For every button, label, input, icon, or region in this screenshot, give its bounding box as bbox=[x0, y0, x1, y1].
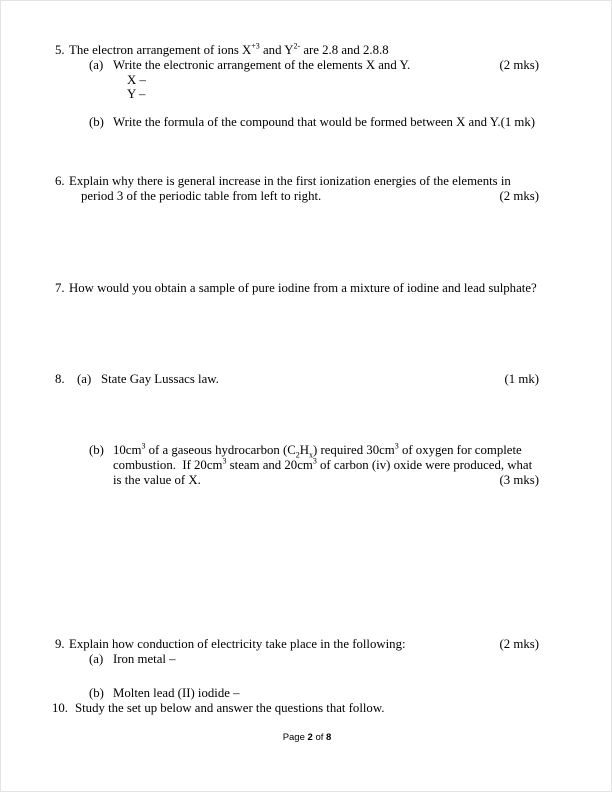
question-5a-label: (a) bbox=[89, 58, 104, 72]
question-5a-y-blank: Y – bbox=[127, 87, 146, 101]
footer-page-total: 8 bbox=[326, 732, 332, 743]
question-8b-text-line1: $10cm^3$ of a gaseous hydrocarbon $(C_2H_x)$ required $30cm^3$ of oxygen for complete bbox=[113, 441, 522, 460]
question-5a-text: Write the electronic arrangement of the elements X and Y. bbox=[113, 58, 411, 72]
question-8-number: 8. bbox=[55, 372, 65, 386]
footer-of-text: of bbox=[312, 732, 327, 743]
question-7-text: How would you obtain a sample of pure iodine from a mixture of iodine and lead sulphate? bbox=[69, 281, 537, 295]
footer-page-prefix: Page bbox=[282, 732, 308, 743]
question-9-text: Explain how conduction of electricity take place in the following: bbox=[69, 637, 406, 651]
question-5-intro: The electron arrangement of ions $X^{+3}$ and $Y^{2-}$ are 2.8 and 2.8.8 bbox=[69, 41, 389, 57]
question-8b-text-line3: is the value of X. bbox=[113, 473, 201, 487]
question-5-number: 5. bbox=[55, 43, 65, 57]
question-8a-text: State Gay Lussacs law. bbox=[101, 372, 219, 386]
question-10-text: Study the set up below and answer the questions that follow. bbox=[75, 701, 385, 715]
question-6-text-line1: Explain why there is general increase in the first ionization energies of the elements in bbox=[69, 174, 511, 188]
question-5a-x-blank: X – bbox=[127, 73, 146, 87]
footer-page-number: 2 bbox=[307, 732, 313, 743]
question-5a-marks: (2 mks) bbox=[499, 58, 539, 72]
question-9a-text: Iron metal – bbox=[113, 652, 176, 666]
question-10-number: 10. bbox=[52, 701, 68, 715]
question-9-marks: (2 mks) bbox=[499, 637, 539, 651]
question-9b-label: (b) bbox=[89, 686, 104, 700]
question-6-text-line2: period 3 of the periodic table from left to right. bbox=[81, 189, 322, 203]
question-8b-text-line2: combustion. If $20cm^3$ steam and $20cm^3$ of carbon (iv) oxide were produced, what bbox=[113, 456, 533, 472]
question-8a-label: (a) bbox=[77, 372, 92, 386]
question-8b-marks: (3 mks) bbox=[499, 473, 539, 487]
question-9a-label: (a) bbox=[89, 652, 104, 666]
question-5b-marks: (1 mk) bbox=[500, 115, 536, 129]
question-6-number: 6. bbox=[55, 174, 65, 188]
question-5b-line bbox=[113, 115, 535, 130]
question-5b-label: (b) bbox=[89, 115, 104, 129]
page-footer bbox=[1, 732, 612, 744]
question-7-number: 7. bbox=[55, 281, 65, 295]
question-5b-text: Write the formula of the compound that would be formed between X and Y. bbox=[113, 115, 501, 129]
question-6-marks: (2 mks) bbox=[499, 189, 539, 203]
question-9-number: 9. bbox=[55, 637, 65, 651]
question-8a-marks: (1 mk) bbox=[504, 372, 539, 386]
question-9b-text: Molten lead (II) iodide – bbox=[113, 686, 240, 700]
question-8b-label: (b) bbox=[89, 443, 104, 457]
